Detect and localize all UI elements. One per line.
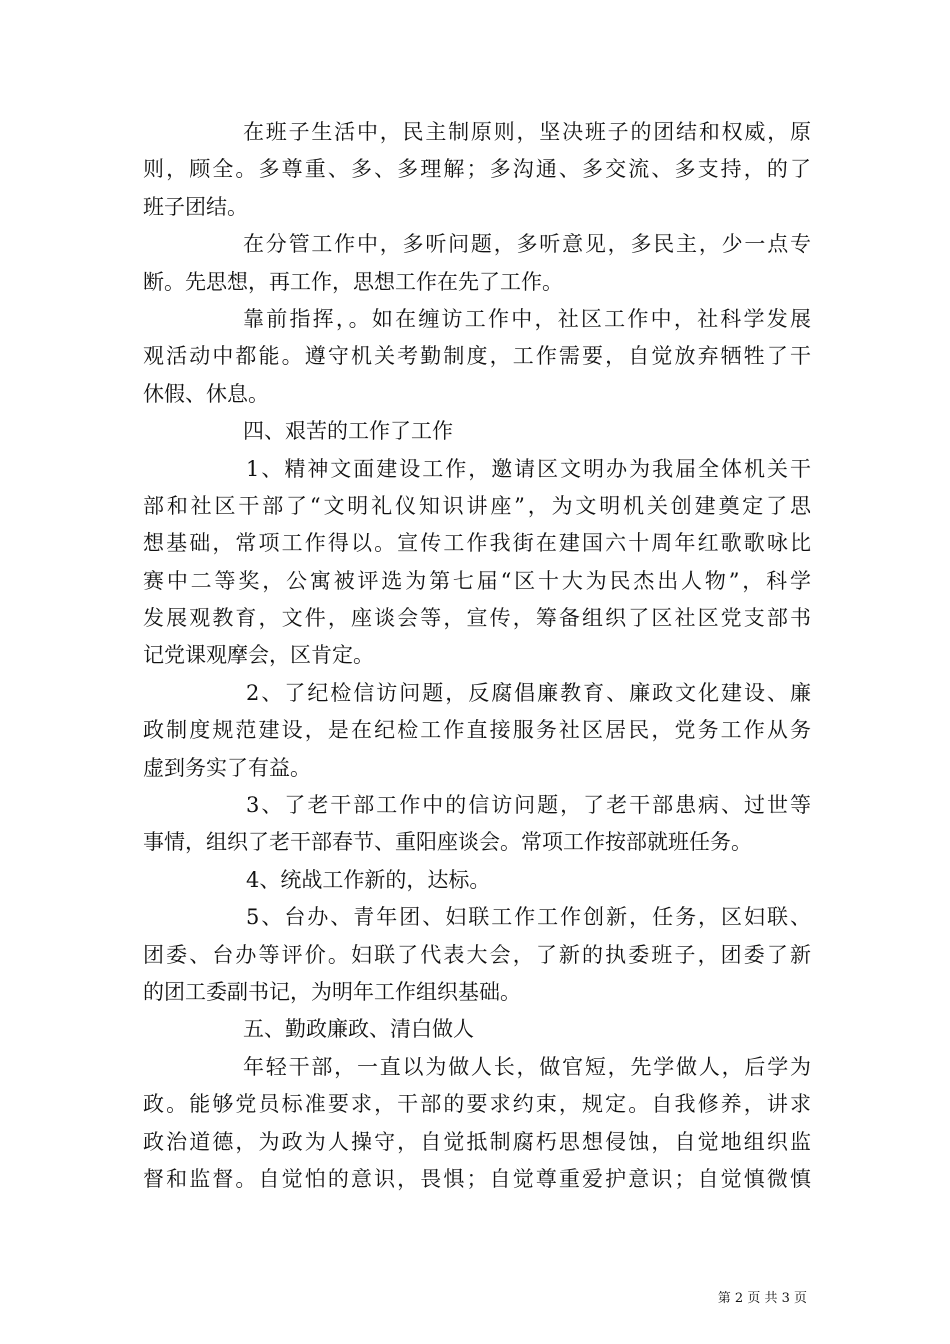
text-line: 班子团结。 (143, 194, 248, 219)
text-line: 事情，组织了老干部春节、重阳座谈会。常项工作按部就班任务。 (143, 830, 752, 855)
document-body (143, 114, 811, 1198)
section-heading: 五、勤政廉政、清白做人 (243, 1017, 474, 1042)
text-line: 政制度规范建设，是在纪检工作直接服务社区居民，党务工作从务 (143, 718, 811, 743)
text-line: 团委、台办等评价。妇联了代表大会，了新的执委班子，团委了新 (143, 942, 811, 967)
text-line: 记党课观摩会，区肯定。 (143, 643, 374, 668)
text-line: 部和社区干部了“文明礼仪知识讲座”，为文明机关创建奠定了思 (143, 493, 811, 518)
text-line: 断。先思想，再工作，思想工作在先了工作。 (143, 269, 563, 294)
text-line: 的团工委副书记，为明年工作组织基础。 (143, 979, 521, 1004)
text-line: 5、台办、青年团、妇联工作工作创新，任务，区妇联、 (246, 905, 811, 930)
text-line: 1、精神文面建设工作，邀请区文明办为我届全体机关干 (246, 456, 811, 481)
text-line: 4、统战工作新的，达标。 (246, 867, 491, 892)
text-line: 靠前指挥，。如在缠访工作中，社区工作中，社科学发展 (243, 306, 811, 331)
text-line: 虚到务实了有益。 (143, 755, 311, 780)
text-line: 赛中二等奖，公寓被评选为第七届“区十大为民杰出人物”，科学 (143, 568, 811, 593)
text-line: 在分管工作中，多听问题，多听意见，多民主，少一点专 (243, 232, 811, 257)
section-heading: 四、艰苦的工作了工作 (243, 419, 453, 444)
text-line: 年轻干部，一直以为做人长，做官短，先学做人，后学为 (243, 1054, 811, 1079)
text-line: 3、了老干部工作中的信访问题，了老干部患病、过世等 (246, 793, 811, 818)
page-number: 第 2 页 共 3 页 (717, 1291, 807, 1306)
text-line: 在班子生活中，民主制原则，坚决班子的团结和权威，原 (243, 120, 811, 144)
text-line: 休假、休息。 (143, 381, 269, 406)
text-line: 2、了纪检信访问题，反腐倡廉教育、廉政文化建设、廉 (246, 680, 811, 705)
text-line: 政治道德，为政为人操守，自觉抵制腐朽思想侵蚀，自觉地组织监 (143, 1129, 811, 1154)
text-line: 督和监督。自觉怕的意识，畏惧；自觉尊重爱护意识；自觉慎微慎 (143, 1166, 811, 1191)
text-line: 观活动中都能。遵守机关考勤制度，工作需要，自觉放弃牺牲了干 (143, 344, 811, 369)
text-line: 发展观教育，文件，座谈会等，宣传，筹备组织了区社区党支部书 (143, 606, 811, 631)
text-line: 政。能够党员标准要求，干部的要求约束，规定。自我修养，讲求 (143, 1092, 811, 1117)
text-line: 则，顾全。多尊重、多、多理解；多沟通、多交流、多支持，的了 (143, 157, 811, 182)
text-line: 想基础，常项工作得以。宣传工作我街在建国六十周年红歌歌咏比 (143, 531, 811, 556)
